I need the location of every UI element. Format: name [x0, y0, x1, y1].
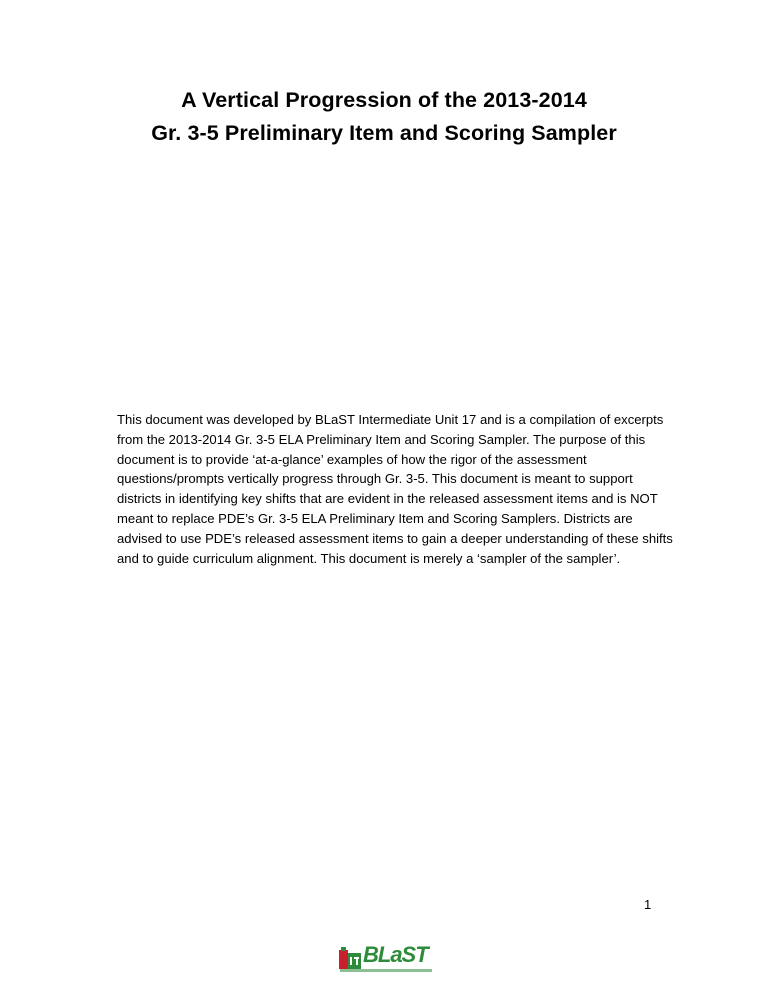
page-number: 1 — [644, 897, 652, 912]
logo-tagline-strip — [340, 969, 432, 972]
title-line-2: Gr. 3-5 Preliminary Item and Scoring Sampler — [151, 121, 617, 145]
title-line-1: A Vertical Progression of the 2013-2014 — [181, 88, 587, 112]
intro-paragraph: This document was developed by BLaST Intermediate Unit 17 and is a compilation of excerpts from the 2013-2014 Gr. 3-5 ELA Preliminary Item and Scoring Sampler. The purpose of this document is to provide ‘at-a-glance’ examples of how the rigor of the assessment questions/prompts vertically progress through Gr. 3-5. This document is meant to support districts in identifying key shifts that are evident in the released assessment items and is NOT meant to replace PDE’s Gr. 3-5 ELA Preliminary Item and Scoring Samplers. Districts are advised to use PDE’s released assessment items to gain a deeper understanding of these shifts and to guide curriculum alignment. This document is merely a ‘sampler of the sampler’. — [117, 412, 673, 566]
blast-iu17-logo-icon — [338, 946, 362, 970]
document-title — [0, 84, 768, 150]
logo-wordmark: BLaST — [363, 942, 428, 967]
blast-logo — [338, 943, 433, 975]
